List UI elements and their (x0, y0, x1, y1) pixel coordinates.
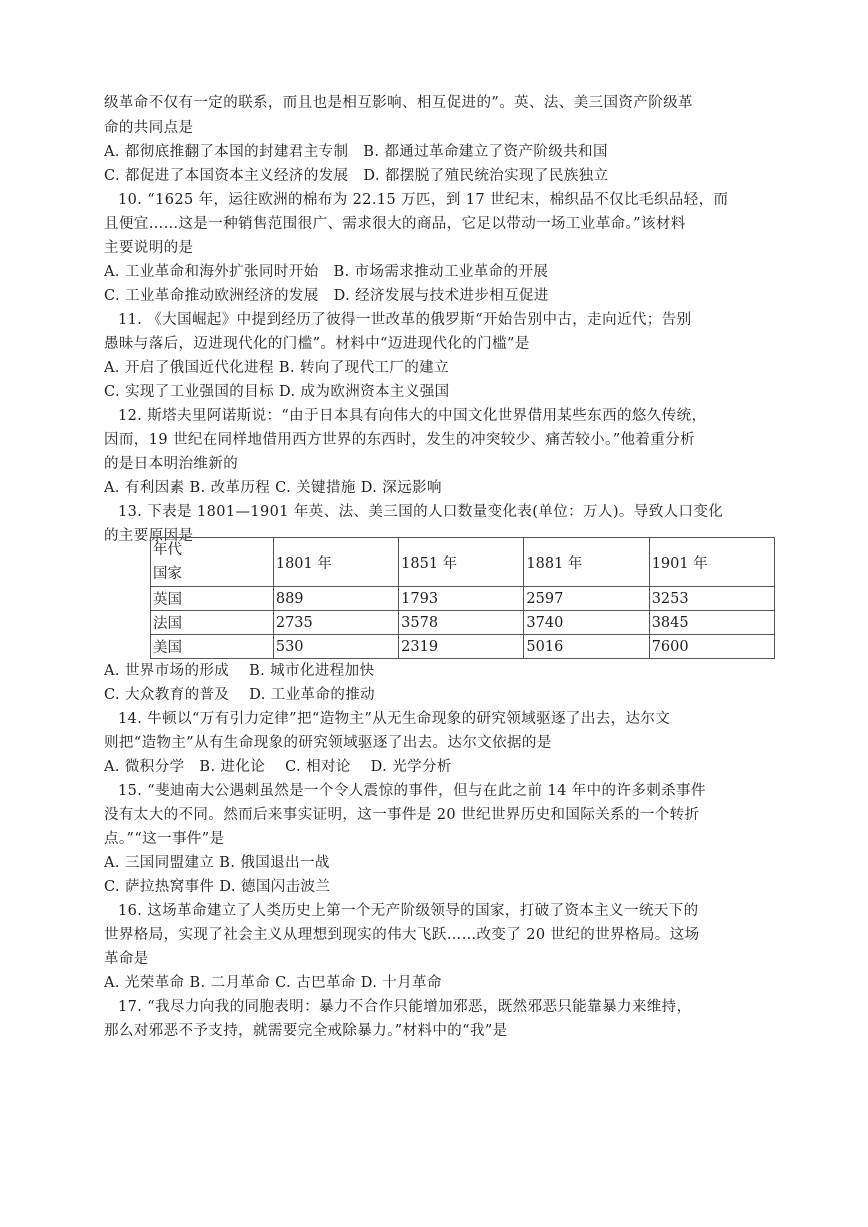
text-line: 革命是 (104, 951, 149, 967)
text-line: 点。”“这一事件”是 (104, 831, 225, 847)
text-line: 因而，19 世纪在同样地借用西方世界的东西时，发生的冲突较少、痛苦较小。”他着重分析 (104, 432, 696, 448)
table-cell: 530 (273, 635, 398, 659)
table-column-header: 1851 年 (399, 538, 524, 587)
table-row (151, 587, 775, 611)
table-cell: 1793 (399, 587, 524, 611)
question-11: 11. 《大国崛起》中提到经历了彼得一世改革的俄罗斯“开始告别中古，走向近代；告别 (118, 312, 692, 328)
text-line: 世界格局，实现了社会主义从理想到现实的伟大飞跃……改变了 20 世纪的世界格局。这场 (104, 927, 700, 943)
table-column-header: 1801 年 (273, 538, 398, 587)
option-line: A. 三国同盟建立 B. 俄国退出一战 (104, 855, 330, 871)
table-row (151, 611, 775, 635)
text-line: 那么对邪恶不予支持，就需要完全戒除暴力。”材料中的“我”是 (104, 1023, 508, 1039)
question-10: 10. “1625 年，运往欧洲的棉布为 22.15 万匹，到 17 世纪末，棉织品不仅比毛织品轻，而 (118, 192, 729, 208)
table-column-header: 1881 年 (524, 538, 649, 587)
text-line: 主要说明的是 (104, 240, 194, 256)
table-cell: 5016 (524, 635, 649, 659)
option-line: A. 微积分学 B. 进化论 C. 相对论 D. 光学分析 (104, 759, 452, 775)
question-14: 14. 牛顿以“万有引力定律”把“造物主”从无生命现象的研究领域驱逐了出去，达尔文 (118, 711, 671, 727)
text-line: 的是日本明治维新的 (104, 456, 239, 472)
table-cell: 2597 (524, 587, 649, 611)
text-line: 且便宜……这是一种销售范围很广、需求很大的商品，它足以带动一场工业革命。”该材料 (104, 216, 686, 232)
table-cell: 3578 (399, 611, 524, 635)
text-line: 愚昧与落后，迈进现代化的门槛”。材料中“迈进现代化的门槛”是 (104, 336, 530, 352)
table-cell: 2735 (273, 611, 398, 635)
text-line: 则把“造物主”从有生命现象的研究领域驱逐了出去。达尔文依据的是 (104, 735, 552, 751)
option-line: A. 都彻底推翻了本国的封建君主专制 B. 都通过革命建立了资产阶级共和国 (104, 144, 608, 160)
option-line: A. 光荣革命 B. 二月革命 C. 古巴革命 D. 十月革命 (104, 975, 442, 991)
text-line: 的主要原因是 (104, 528, 194, 544)
table-cell: 3740 (524, 611, 649, 635)
table-row-header: 美国 (151, 635, 274, 659)
option-line: A. 工业革命和海外扩张同时开始 B. 市场需求推动工业革命的开展 (104, 264, 549, 280)
table-header-row (151, 538, 775, 587)
table-cell: 7600 (649, 635, 774, 659)
option-line: C. 实现了工业强国的目标 D. 成为欧洲资本主义强国 (104, 384, 450, 400)
option-line: A. 世界市场的形成 B. 城市化进程加快 (104, 663, 375, 679)
option-line: C. 工业革命推动欧洲经济的发展 D. 经济发展与技术进步相互促进 (104, 288, 549, 304)
table-row (151, 635, 775, 659)
text-line: 命的共同点是 (104, 120, 194, 136)
table-cell: 3253 (649, 587, 774, 611)
option-line: A. 有利因素 B. 改革历程 C. 关键措施 D. 深远影响 (104, 480, 442, 496)
table-corner-header (151, 538, 274, 587)
header-year-label: 年代 (153, 542, 182, 558)
table-cell: 2319 (399, 635, 524, 659)
header-country-label: 国家 (153, 566, 182, 582)
option-line: A. 开启了俄国近代化进程 B. 转向了现代工厂的建立 (104, 360, 449, 376)
question-12: 12. 斯塔夫里阿诺斯说：“由于日本具有向伟大的中国文化世界借用某些东西的悠久传统， (118, 408, 707, 424)
option-line: C. 大众教育的普及 D. 工业革命的推动 (104, 687, 376, 703)
table-column-header: 1901 年 (649, 538, 774, 587)
question-16: 16. 这场革命建立了人类历史上第一个无产阶级领导的国家，打破了资本主义一统天下的 (118, 903, 699, 919)
text-line: 级革命不仅有一定的联系，而且也是相互影响、相互促进的”。英、法、美三国资产阶级革 (104, 95, 693, 111)
question-17: 17. “我尽力向我的同胞表明：暴力不合作只能增加邪恶，既然邪恶只能靠暴力来维持， (118, 999, 692, 1015)
table-cell: 3845 (649, 611, 774, 635)
table-row-header: 法国 (151, 611, 274, 635)
population-table (150, 537, 775, 659)
table-row-header: 英国 (151, 587, 274, 611)
option-line: C. 萨拉热窝事件 D. 德国闪击波兰 (104, 879, 331, 895)
text-line: 没有太大的不同。然而后来事实证明，这一事件是 20 世纪世界历史和国际关系的一个转折 (104, 807, 700, 823)
question-15: 15. “斐迪南大公遇刺虽然是一个令人震惊的事件，但与在此之前 14 年中的许多刺杀事件 (118, 783, 706, 799)
option-line: C. 都促进了本国资本主义经济的发展 D. 都摆脱了殖民统治实现了民族独立 (104, 168, 609, 184)
table-cell: 889 (273, 587, 398, 611)
question-13: 13. 下表是 1801—1901 年英、法、美三国的人口数量变化表(单位：万人)。导致人口变化 (118, 504, 724, 520)
